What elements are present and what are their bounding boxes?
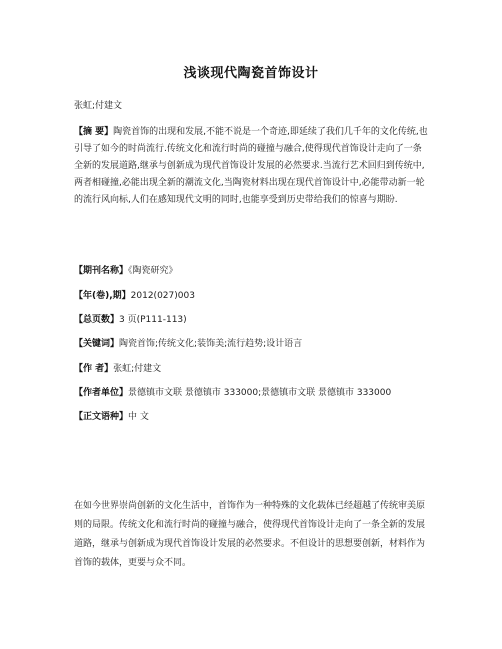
author-value: 张虹;付建文 — [113, 364, 162, 374]
year-volume-value: 2012(027)003 — [130, 291, 195, 301]
keywords-label: 【关键词】 — [74, 339, 120, 349]
journal-name-value: 《陶瓷研究》 — [128, 266, 178, 276]
keywords-value: 陶瓷首饰;传统文化;装饰美;流行趋势;设计语言 — [119, 339, 303, 349]
authors-line: 张虹;付建文 — [74, 101, 123, 111]
language-value: 中 文 — [128, 412, 149, 422]
journal-name-row — [74, 264, 434, 278]
abstract-label: 【摘 要】 — [74, 127, 114, 137]
year-volume-row — [74, 289, 434, 303]
abstract-section — [74, 124, 430, 209]
paper-title: 浅谈现代陶瓷首饰设计 — [183, 66, 319, 81]
author-row — [74, 362, 434, 376]
author-label: 【作 者】 — [74, 364, 114, 374]
affiliation-value: 景德镇市文联 景德镇市 333000;景德镇市文联 景德镇市 333000 — [128, 388, 392, 398]
body-section — [74, 497, 430, 573]
affiliation-row — [74, 386, 434, 400]
journal-name-label: 【期刊名称】 — [74, 266, 129, 276]
page-count-value: 3 页(P111-113) — [119, 315, 187, 325]
abstract-text: 陶瓷首饰的出现和发展,不能不说是一个奇迹,即延续了我们几千年的文化传统,也引导了如今的时尚流行.传统文化和流行时尚的碰撞与融合,使得现代首饰设计走向了一条全新的发展道路,继承与创新成为现代首饰设计发展的必然要求.当流行艺术回归到传统中,两者相碰撞,必能出现全新的潮流文化,当陶瓷材料出现在现代首饰设计中,必能带动新一轮的流行风向标,人们在感知现代文明的同时,也能享受到历史带给我们的惊喜与期盼. — [74, 127, 428, 205]
year-volume-label: 【年(卷),期】 — [74, 291, 131, 301]
body-paragraph: 在如今世界崇尚创新的文化生活中，首饰作为一种特殊的文化载体已经超越了传统审美原则的局限。传统文化和流行时尚的碰撞与融合，使得现代首饰设计走向了一条全新的发展道路，继承与创新成为现代首饰设计发展的必然要求。不但设计的思想要创新，材料作为首饰的载体，更要与众不同。 — [74, 501, 426, 568]
affiliation-label: 【作者单位】 — [74, 388, 129, 398]
language-label: 【正文语种】 — [74, 412, 129, 422]
page-count-label: 【总页数】 — [74, 315, 120, 325]
language-row — [74, 410, 434, 424]
keywords-row — [74, 337, 434, 351]
page-count-row — [74, 313, 434, 327]
